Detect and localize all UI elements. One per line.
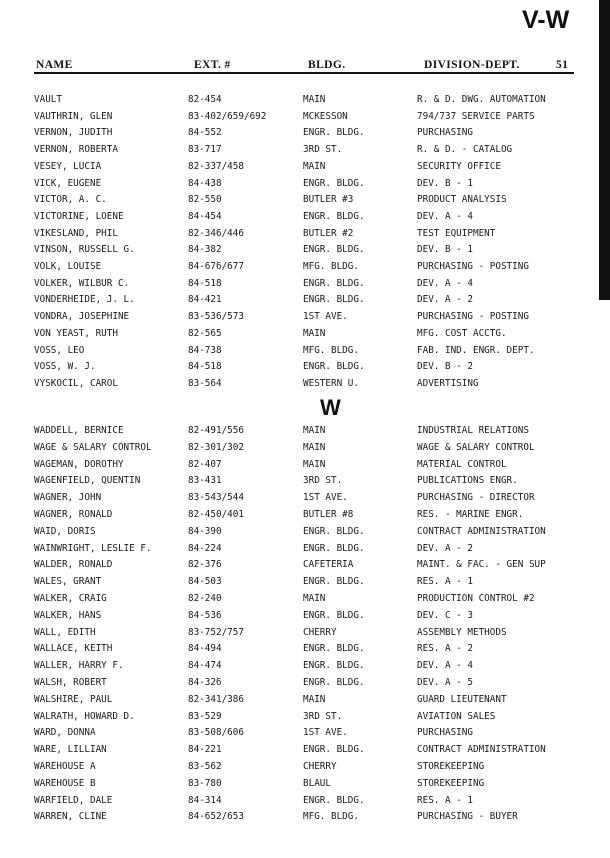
entry-extension: 82-454 (188, 94, 222, 105)
directory-row (0, 292, 610, 308)
entry-extension: 83-562 (188, 761, 222, 772)
entry-name: VYSKOCIL, CAROL (34, 377, 118, 389)
entry-extension: 82-491/556 (188, 425, 244, 436)
entry-building: ENGR. BLDG. (303, 177, 365, 189)
directory-row (0, 793, 610, 809)
entry-extension: 83-780 (188, 777, 222, 789)
entry-building: MAIN (303, 327, 326, 339)
entry-name: VINSON, RUSSELL G. (34, 244, 135, 256)
entry-building: MFG. BLDG. (303, 261, 359, 272)
directory-row (0, 473, 610, 489)
entry-extension: 84-676/677 (188, 261, 244, 272)
directory-row (0, 343, 610, 359)
directory-row (0, 376, 610, 392)
entry-building: MAIN (303, 425, 326, 436)
entry-division: DEV. A - 4 (417, 277, 473, 289)
entry-name: VIKESLAND, PHIL (34, 227, 118, 239)
entry-building: CHERRY (303, 626, 337, 638)
entry-extension: 84-518 (188, 277, 222, 289)
entry-building: ENGR. BLDG. (303, 643, 365, 655)
header-bldg: BLDG. (308, 59, 346, 71)
entry-division: PURCHASING - POSTING (417, 261, 529, 272)
directory-row (0, 92, 610, 108)
entry-division: R. & D. DWG. AUTOMATION (417, 94, 546, 105)
directory-row (0, 159, 610, 175)
entry-extension: 84-421 (188, 294, 222, 306)
entry-extension: 82-450/401 (188, 509, 244, 520)
directory-row (0, 675, 610, 691)
entry-extension: 84-224 (188, 542, 222, 554)
entry-building: ENGR. BLDG. (303, 677, 365, 688)
entry-division: PURCHASING (417, 127, 473, 139)
entry-name: WAREHOUSE B (34, 777, 96, 789)
entry-building: ENGR. BLDG. (303, 244, 365, 256)
directory-row (0, 658, 610, 674)
entry-name: WALKER, CRAIG (34, 593, 107, 604)
directory-row (0, 759, 610, 775)
entry-building: MAIN (303, 458, 326, 470)
entry-division: STOREKEEPING (417, 777, 485, 789)
entry-extension: 82-565 (188, 327, 222, 339)
entry-division: MFG. COST ACCTG. (417, 327, 507, 339)
entry-extension: 84-474 (188, 660, 222, 672)
entry-division: PUBLICATIONS ENGR. (417, 475, 518, 487)
entry-name: WALL, EDITH (34, 626, 96, 638)
directory-row (0, 591, 610, 607)
directory-row (0, 608, 610, 624)
entry-name: VICTOR, A. C. (34, 194, 107, 206)
entry-name: VAUTHRIN, GLEN (34, 110, 113, 122)
entry-building: ENGR. BLDG. (303, 542, 365, 554)
entry-division: FAB. IND. ENGR. DEPT. (417, 344, 535, 356)
entry-division: PRODUCT ANALYSIS (417, 194, 507, 206)
entry-extension: 83-564 (188, 377, 222, 389)
entry-division: CONTRACT ADMINISTRATION (417, 744, 546, 756)
entry-building: ENGR. BLDG. (303, 660, 365, 672)
entry-building: ENGR. BLDG. (303, 127, 365, 139)
entry-name: WAREHOUSE A (34, 761, 96, 772)
directory-row (0, 226, 610, 242)
entry-division: PURCHASING (417, 727, 473, 739)
entry-building: MAIN (303, 94, 326, 105)
entry-division: RES. A - 2 (417, 643, 473, 655)
directory-row (0, 109, 610, 125)
directory-row (0, 359, 610, 375)
directory-row (0, 625, 610, 641)
entry-division: INDUSTRIAL RELATIONS (417, 425, 529, 436)
entry-division: DEV. A - 5 (417, 677, 473, 688)
entry-name: VOSS, W. J. (34, 361, 96, 373)
entry-extension: 84-438 (188, 177, 222, 189)
entry-building: 1ST AVE. (303, 727, 348, 739)
entry-extension: 82-301/302 (188, 441, 244, 453)
entry-division: MATERIAL CONTROL (417, 458, 507, 470)
entry-building: 3RD ST. (303, 144, 343, 156)
entry-name: WARD, DONNA (34, 727, 96, 739)
entry-extension: 84-536 (188, 609, 222, 621)
entry-division: DEV. C - 3 (417, 609, 473, 621)
entry-extension: 84-652/653 (188, 811, 244, 823)
entry-name: WAGEMAN, DOROTHY (34, 458, 124, 470)
entry-extension: 82-240 (188, 593, 222, 604)
directory-row (0, 209, 610, 225)
entry-division: TEST EQUIPMENT (417, 227, 496, 239)
entry-extension: 83-508/606 (188, 727, 244, 739)
entry-name: WAID, DORIS (34, 525, 96, 537)
directory-row (0, 557, 610, 573)
entry-name: VERNON, JUDITH (34, 127, 113, 139)
entry-building: BUTLER #3 (303, 194, 354, 206)
entry-building: ENGR. BLDG. (303, 210, 365, 222)
entry-name: WAINWRIGHT, LESLIE F. (34, 542, 152, 554)
entry-division: SECURITY OFFICE (417, 160, 501, 172)
entry-division: PURCHASING - DIRECTOR (417, 492, 535, 504)
directory-row (0, 709, 610, 725)
entry-name: WARE, LILLIAN (34, 744, 107, 756)
header-ext: EXT. # (194, 59, 231, 71)
directory-row (0, 125, 610, 141)
entry-building: MAIN (303, 593, 326, 604)
entry-name: VONDERHEIDE, J. L. (34, 294, 135, 306)
entry-extension: 82-341/386 (188, 693, 244, 705)
entry-building: ENGR. BLDG. (303, 609, 365, 621)
entry-division: 794/737 SERVICE PARTS (417, 110, 535, 122)
entry-extension: 83-431 (188, 475, 222, 487)
entry-extension: 84-738 (188, 344, 222, 356)
directory-row (0, 276, 610, 292)
directory-row (0, 423, 610, 439)
entry-division: R. & D. - CATALOG (417, 144, 513, 156)
entry-division: MAINT. & FAC. - GEN SUP (417, 559, 546, 571)
entry-extension: 84-454 (188, 210, 222, 222)
entry-division: DEV. A - 2 (417, 294, 473, 306)
entry-building: ENGR. BLDG. (303, 361, 365, 373)
entry-name: WALES, GRANT (34, 576, 102, 588)
entry-name: VICTORINE, LOENE (34, 210, 124, 222)
entry-division: WAGE & SALARY CONTROL (417, 441, 535, 453)
directory-row (0, 259, 610, 275)
entry-building: BLAUL (303, 777, 331, 789)
entry-extension: 84-518 (188, 361, 222, 373)
entry-name: VOLKER, WILBUR C. (34, 277, 130, 289)
entry-extension: 84-314 (188, 794, 222, 806)
entry-extension: 83-402/659/692 (188, 110, 267, 122)
directory-row (0, 541, 610, 557)
entry-building: CHERRY (303, 761, 337, 772)
header-division: DIVISION-DEPT. (424, 59, 520, 71)
entry-name: WARREN, CLINE (34, 811, 107, 823)
entry-extension: 84-503 (188, 576, 222, 588)
entry-name: WAGENFIELD, QUENTIN (34, 475, 141, 487)
entry-extension: 82-407 (188, 458, 222, 470)
directory-row (0, 692, 610, 708)
entry-name: WAGNER, RONALD (34, 509, 113, 520)
directory-row (0, 192, 610, 208)
entry-division: RES. - MARINE ENGR. (417, 509, 524, 520)
entry-name: VAULT (34, 94, 62, 105)
directory-row (0, 507, 610, 523)
entry-building: MAIN (303, 693, 326, 705)
directory-row (0, 641, 610, 657)
entry-name: WALSH, ROBERT (34, 677, 107, 688)
directory-row (0, 776, 610, 792)
entry-name: WADDELL, BERNICE (34, 425, 124, 436)
entry-building: MFG. BLDG. (303, 811, 359, 823)
entry-building: ENGR. BLDG. (303, 576, 365, 588)
entry-name: VONDRA, JOSEPHINE (34, 311, 130, 323)
directory-row (0, 176, 610, 192)
entry-name: WALKER, HANS (34, 609, 102, 621)
entry-building: ENGR. BLDG. (303, 294, 365, 306)
directory-row (0, 142, 610, 158)
entry-building: MAIN (303, 441, 326, 453)
entry-building: CAFETERIA (303, 559, 354, 571)
directory-row (0, 524, 610, 540)
entry-extension: 82-346/446 (188, 227, 244, 239)
entry-building: MCKESSON (303, 110, 348, 122)
entry-division: PURCHASING - BUYER (417, 811, 518, 823)
entry-building: 3RD ST. (303, 475, 343, 487)
entry-division: CONTRACT ADMINISTRATION (417, 525, 546, 537)
entry-extension: 82-337/458 (188, 160, 244, 172)
entry-division: DEV. A - 4 (417, 660, 473, 672)
entry-division: PURCHASING - POSTING (417, 311, 529, 323)
entry-name: VOSS, LEO (34, 344, 85, 356)
entry-name: WALDER, RONALD (34, 559, 113, 571)
entry-division: GUARD LIEUTENANT (417, 693, 507, 705)
entry-name: WALRATH, HOWARD D. (34, 710, 135, 722)
entry-building: WESTERN U. (303, 377, 359, 389)
entry-name: WALSHIRE, PAUL (34, 693, 113, 705)
entry-building: 1ST AVE. (303, 311, 348, 323)
entry-building: ENGR. BLDG. (303, 525, 365, 537)
entry-division: PRODUCTION CONTROL #2 (417, 593, 535, 604)
entry-name: WARFIELD, DALE (34, 794, 113, 806)
entry-name: VICK, EUGENE (34, 177, 102, 189)
entry-division: DEV. A - 2 (417, 542, 473, 554)
directory-row (0, 574, 610, 590)
directory-row (0, 309, 610, 325)
entry-division: AVIATION SALES (417, 710, 496, 722)
entry-building: MFG. BLDG. (303, 344, 359, 356)
entry-extension: 83-717 (188, 144, 222, 156)
entry-extension: 84-221 (188, 744, 222, 756)
entry-division: DEV. B - 2 (417, 361, 473, 373)
entry-building: ENGR. BLDG. (303, 277, 365, 289)
page-number: 51 (556, 59, 569, 71)
entry-extension: 83-529 (188, 710, 222, 722)
entry-name: WAGNER, JOHN (34, 492, 102, 504)
entry-name: WALLACE, KEITH (34, 643, 113, 655)
entry-building: 3RD ST. (303, 710, 343, 722)
entry-extension: 84-552 (188, 127, 222, 139)
directory-row (0, 809, 610, 825)
header-rule (34, 72, 574, 74)
entry-extension: 84-494 (188, 643, 222, 655)
entry-building: ENGR. BLDG. (303, 794, 365, 806)
entry-division: ASSEMBLY METHODS (417, 626, 507, 638)
entry-extension: 84-382 (188, 244, 222, 256)
entry-extension: 84-326 (188, 677, 222, 688)
entry-division: STOREKEEPING (417, 761, 485, 772)
entry-division: RES. A - 1 (417, 794, 473, 806)
entry-name: VOLK, LOUISE (34, 261, 102, 272)
entry-name: VESEY, LUCIA (34, 160, 102, 172)
entry-division: DEV. B - 1 (417, 177, 473, 189)
entry-division: ADVERTISING (417, 377, 479, 389)
directory-row (0, 490, 610, 506)
directory-row (0, 440, 610, 456)
directory-row (0, 742, 610, 758)
section-corner-label: V-W (522, 6, 570, 34)
entry-building: ENGR. BLDG. (303, 744, 365, 756)
directory-row (0, 457, 610, 473)
entry-extension: 82-550 (188, 194, 222, 206)
entry-name: VON YEAST, RUTH (34, 327, 118, 339)
entry-extension: 83-752/757 (188, 626, 244, 638)
entry-extension: 82-376 (188, 559, 222, 571)
directory-row (0, 326, 610, 342)
entry-building: BUTLER #2 (303, 227, 354, 239)
entry-building: 1ST AVE. (303, 492, 348, 504)
entry-division: RES. A - 1 (417, 576, 473, 588)
entry-extension: 83-543/544 (188, 492, 244, 504)
entry-name: WALLER, HARRY F. (34, 660, 124, 672)
directory-row (0, 725, 610, 741)
directory-row (0, 242, 610, 258)
entry-name: VERNON, ROBERTA (34, 144, 118, 156)
entry-building: BUTLER #8 (303, 509, 354, 520)
entry-extension: 83-536/573 (188, 311, 244, 323)
section-w-heading: W (320, 395, 341, 420)
entry-building: MAIN (303, 160, 326, 172)
entry-division: DEV. A - 4 (417, 210, 473, 222)
entry-division: DEV. B - 1 (417, 244, 473, 256)
header-name: NAME (36, 59, 73, 71)
entry-extension: 84-390 (188, 525, 222, 537)
entry-name: WAGE & SALARY CONTROL (34, 441, 152, 453)
